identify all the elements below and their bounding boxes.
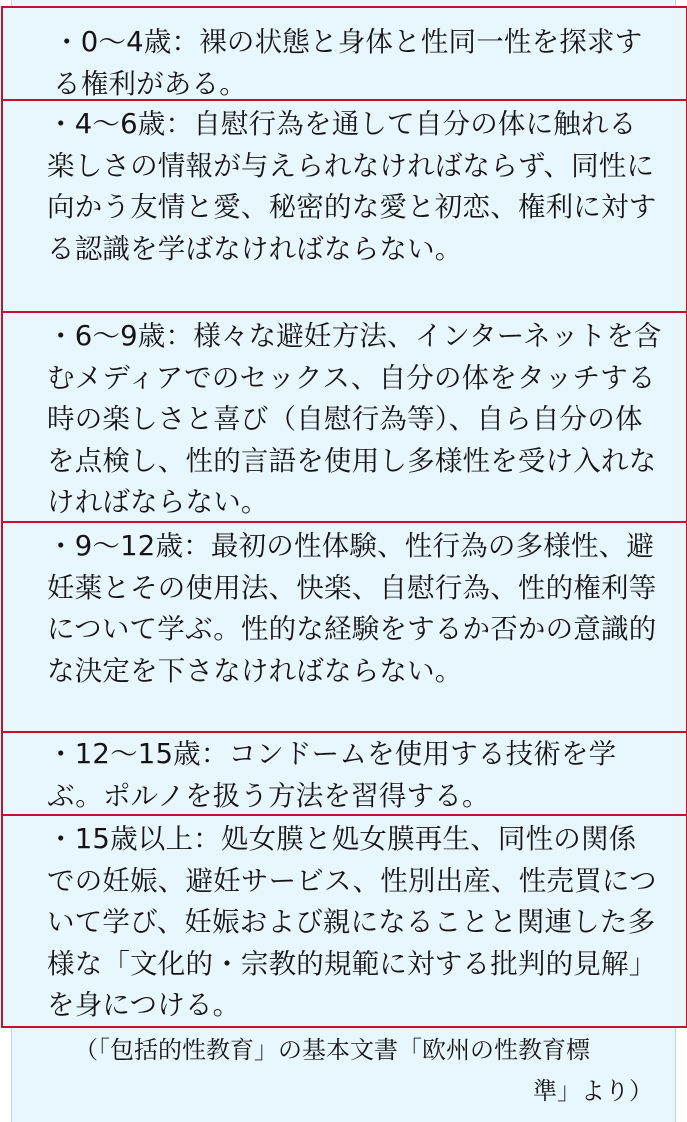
age-item-6-9: [1, 313, 687, 523]
age-item-text: ・9〜12歳：最初の性体験、性行為の多様性、避妊薬とその使用法、快楽、自慰行為、性的権利等について学ぶ。性的な経験をするか否かの意識的な決定を下さなければならない。: [47, 530, 657, 687]
age-item-15-plus: [1, 816, 687, 1028]
age-item-0-4: [1, 6, 687, 101]
age-item-text: ・4〜6歳：自慰行為を通して自分の体に触れる楽しさの情報が与えられなければならず、同性に向かう友情と愛、秘密的な愛と初恋、権利に対する認識を学ばなければならない。: [47, 108, 657, 265]
age-item-text: ・12〜15歳：コンドームを使用する技術を学ぶ。ポルノを扱う方法を習得する。: [47, 738, 617, 812]
source-caption: [74, 1030, 653, 1112]
age-item-9-12: [1, 523, 687, 733]
source-caption-line2: 準」より）: [533, 1077, 653, 1105]
age-item-4-6: [1, 101, 687, 313]
age-item-text: ・6〜9歳：様々な避妊方法、インターネットを含むメディアでのセックス、自分の体をタッチする時の楽しさと喜び（自慰行為等）、自ら自分の体を点検し、性的言語を使用し多様性を受け入れなければならない。: [47, 320, 662, 518]
content-panel: [11, 0, 676, 1122]
age-item-text: ・0〜4歳：裸の状態と身体と性同一性を探求する権利がある。: [53, 26, 643, 100]
age-item-text: ・15歳以上：処女膜と処女膜再生、同性の関係での妊娠、避妊サービス、性別出産、性売買について学び、妊娠および親になることと関連した多様な「文化的・宗教的規範に対する批判的見解」を身につける。: [47, 823, 657, 1021]
age-item-12-15: [1, 733, 687, 816]
source-caption-line1: （「包括的性教育」の基本文書「欧州の性教育標: [74, 1036, 590, 1064]
